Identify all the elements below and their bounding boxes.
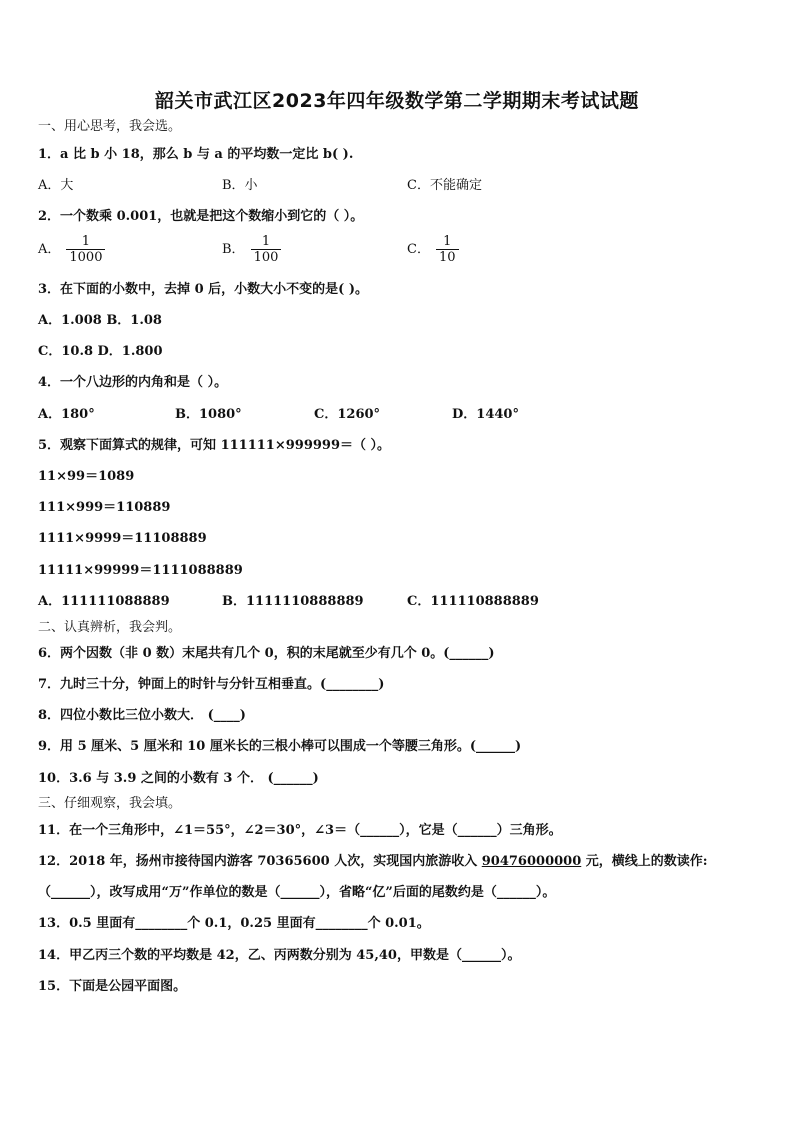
q2-option-a-label: A．	[38, 242, 61, 257]
question-5: 5．观察下面算式的规律，可知 111111×999999＝（ ）。	[38, 438, 391, 453]
question-1: 1．a 比 b 小 18，那么 b 与 a 的平均数一定比 b( ).	[38, 147, 354, 162]
q4-option-d: D．1440°	[452, 407, 519, 422]
q5-pattern-line-4: 11111×99999＝1111088889	[38, 563, 243, 578]
question-11: 11．在一个三角形中，∠1＝55°，∠2＝30°，∠3＝（______），它是（______）三角形。	[38, 823, 562, 838]
section-heading-2: 二、认真辨析，我会判。	[38, 620, 182, 635]
section-heading-1: 一、用心思考，我会选。	[38, 119, 182, 134]
question-2: 2．一个数乘 0.001，也就是把这个数缩小到它的（ ）。	[38, 209, 364, 224]
q3-options-row-1: A．1.008 B．1.08	[38, 313, 162, 328]
section-heading-3: 三、仔细观察，我会填。	[38, 796, 182, 811]
q2-option-b-label: B．	[222, 242, 245, 257]
question-9: 9．用 5 厘米、5 厘米和 10 厘米长的三根小棒可以围成一个等腰三角形。(______)	[38, 739, 522, 754]
q5-option-b: B．1111110888889	[222, 594, 364, 609]
q12-underlined-number: 90476000000	[481, 854, 582, 869]
q5-option-a: A．111111088889	[38, 594, 170, 609]
question-8: 8．四位小数比三位小数大． (____)	[38, 708, 246, 723]
q5-pattern-line-1: 11×99＝1089	[38, 469, 135, 484]
question-10: 10．3.6 与 3.9 之间的小数有 3 个． (______)	[38, 771, 319, 786]
fraction-denominator: 100	[253, 250, 279, 265]
q4-option-c: C．1260°	[314, 407, 381, 422]
fraction-numerator: 1	[436, 234, 459, 250]
q2-option-c-fraction	[436, 234, 459, 265]
q2-option-b-fraction	[251, 234, 282, 265]
q5-pattern-line-2: 111×999＝110889	[38, 500, 171, 515]
q1-option-a: A．大	[38, 178, 74, 193]
question-12-line-2: （______），改写成用“万”作单位的数是（______），省略“亿”后面的尾数约是（______）。	[38, 885, 556, 900]
q5-pattern-line-3: 1111×9999＝11108889	[38, 531, 207, 546]
question-7: 7．九时三十分，钟面上的时针与分针互相垂直。(________)	[38, 677, 385, 692]
question-12	[38, 853, 708, 871]
q12-text-after: 元，横线上的数读作:	[581, 854, 708, 869]
q2-option-a	[38, 234, 105, 265]
q4-option-a: A．180°	[38, 407, 95, 422]
q12-text-before: 12．2018 年，扬州市接待国内游客 70365600 人次，实现国内旅游收入	[38, 854, 482, 869]
question-15: 15．下面是公园平面图。	[38, 979, 187, 994]
q1-option-c: C．不能确定	[407, 178, 482, 193]
q2-option-b	[222, 234, 281, 265]
question-14: 14．甲乙丙三个数的平均数是 42，乙、丙两数分别为 45,40，甲数是（______）。	[38, 948, 521, 963]
fraction-denominator: 1000	[69, 250, 103, 265]
fraction-numerator: 1	[66, 234, 105, 250]
fraction-numerator: 1	[251, 234, 282, 250]
q5-option-c: C．111110888889	[407, 594, 539, 609]
q3-options-row-2: C．10.8 D．1.800	[38, 344, 163, 359]
q2-option-a-fraction	[66, 234, 105, 265]
q4-option-b: B．1080°	[175, 407, 242, 422]
q1-option-b: B．小	[222, 178, 258, 193]
q2-option-c	[407, 234, 459, 265]
page-title: 韶关市武江区2023年四年级数学第二学期期末考试试题	[155, 90, 639, 112]
question-3: 3．在下面的小数中，去掉 0 后，小数大小不变的是( )。	[38, 282, 368, 297]
question-6: 6．两个因数（非 0 数）末尾共有几个 0，积的末尾就至少有几个 0。(______)	[38, 646, 495, 661]
fraction-denominator: 10	[438, 250, 456, 265]
question-4: 4．一个八边形的内角和是（ ）。	[38, 375, 228, 390]
question-13: 13．0.5 里面有________个 0.1，0.25 里面有________个 0.01。	[38, 916, 430, 931]
q2-option-c-label: C．	[407, 242, 430, 257]
